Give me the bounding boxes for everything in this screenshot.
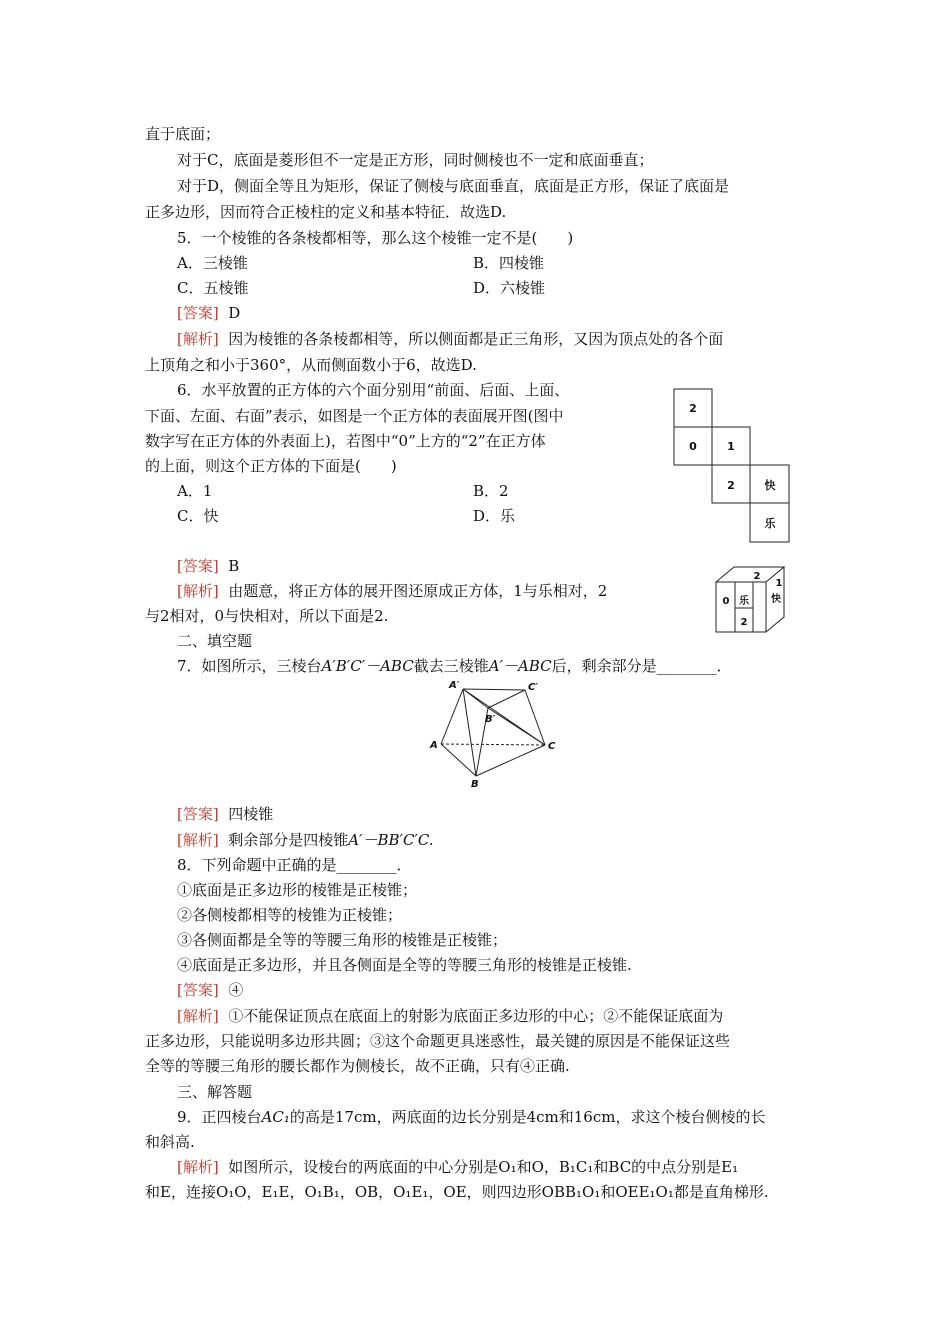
answer-line	[177, 804, 273, 824]
question-7-stem	[177, 656, 732, 676]
hidden-edge	[441, 744, 545, 745]
net-label: 1	[727, 440, 735, 453]
edge	[488, 708, 545, 745]
analysis-text: 剩余部分是四棱锥	[228, 831, 349, 849]
cube-label: 2	[753, 571, 761, 582]
answer-value: D	[228, 304, 241, 322]
analysis-tag: [解析]	[177, 1158, 219, 1176]
answer-value: B	[228, 557, 240, 575]
vertex-label: A′	[449, 680, 460, 691]
edge	[476, 745, 545, 776]
question-6-stem: 6．水平放置的正方体的六个面分别用“前面、后面、上面、	[177, 381, 570, 399]
answer-value: ④	[228, 981, 244, 999]
analysis-text: ①不能保证顶点在底面上的射影为底面正多边形的中心；②不能保证底面为	[228, 1007, 724, 1025]
cube-label: 快	[771, 594, 781, 605]
analysis-text: 由题意，将正方体的展开图还原成正方体，1与乐相对，2	[228, 582, 608, 600]
edge	[441, 689, 463, 744]
analysis-line	[177, 581, 607, 601]
question-8-stem: 8．下列命题中正确的是________．	[177, 856, 412, 874]
analysis-tag: [解析]	[177, 330, 219, 348]
vertex-label: C′	[528, 682, 538, 693]
analysis-line	[177, 1157, 738, 1177]
answer-tag: [答案]	[177, 557, 219, 575]
stem-text: 后，剩余部分是________．	[551, 657, 732, 675]
answer-line	[177, 980, 243, 1000]
answer-line	[177, 556, 239, 576]
list-item: ②各侧棱都相等的棱锥为正棱锥；	[177, 906, 403, 924]
cube-figure	[713, 564, 797, 636]
analysis-line: 上顶角之和小于360°，从而侧面数小于6，故选D.	[145, 356, 477, 374]
question-6-stem: 数字写在正方体的外表面上)，若图中“0”上方的“2”在正方体	[145, 432, 546, 450]
list-item: ③各侧面都是全等的等腰三角形的棱锥是正棱锥；	[177, 931, 508, 949]
analysis-tag: [解析]	[177, 1007, 219, 1025]
edge	[525, 690, 545, 745]
analysis-line: 全等的等腰三角形的腰长都作为侧棱长，故不正确，只有④正确.	[145, 1057, 570, 1075]
option-c: C．五棱锥	[177, 279, 249, 297]
net-label: 快	[764, 479, 776, 492]
math-expression: A′－BB′C′C.	[348, 831, 434, 849]
analysis-line	[177, 329, 723, 349]
analysis-line: 正多边形，只能说明多边形共圆；③这个命题更具迷惑性，最关键的原因是不能保证这些	[145, 1032, 731, 1050]
analysis-text: 如图所示，设棱台的两底面的中心分别是O₁和O，B₁C₁和BC的中点分别是E₁	[228, 1158, 739, 1176]
math-expression: A′－ABC	[488, 657, 552, 675]
stem-text: 截去三棱锥	[413, 657, 489, 675]
option-d: D．乐	[473, 507, 516, 525]
option-a: A．三棱锥	[177, 254, 248, 272]
net-label: 2	[727, 479, 735, 492]
net-label: 2	[689, 402, 697, 415]
option-d: D．六棱锥	[473, 279, 546, 297]
analysis-tag: [解析]	[177, 831, 219, 849]
answer-tag: [答案]	[177, 981, 219, 999]
text-line: 对于D，侧面全等且为矩形，保证了侧棱与底面垂直，底面是正方形，保证了底面是	[177, 177, 730, 195]
section-heading: 二、填空题	[177, 632, 253, 650]
answer-line	[177, 303, 240, 323]
answer-tag: [答案]	[177, 304, 219, 322]
vertex-label: C	[548, 741, 556, 752]
list-item: ①底面是正多边形的棱锥是正棱锥；	[177, 881, 418, 899]
analysis-tag: [解析]	[177, 582, 219, 600]
answer-tag: [答案]	[177, 805, 219, 823]
question-6-stem: 的上面，则这个正方体的下面是( )	[145, 457, 397, 475]
analysis-line	[177, 830, 434, 850]
option-c: C．快	[177, 507, 219, 525]
stem-text: 9．正四棱台	[177, 1108, 262, 1126]
analysis-line	[177, 1006, 723, 1026]
option-a: A．1	[177, 482, 213, 500]
edge	[488, 690, 525, 708]
option-b: B．四棱锥	[473, 254, 545, 272]
analysis-text: 因为棱锥的各条棱都相等，所以侧面都是正三角形，又因为顶点处的各个面	[228, 330, 724, 348]
vertex-label: B′	[485, 714, 496, 725]
net-label: 0	[689, 440, 697, 453]
question-6-stem: 下面、左面、右面”表示，如图是一个正方体的表面展开图(图中	[145, 407, 564, 425]
stem-text: 的高是17cm，两底面的边长分别是4cm和16cm，求这个棱台侧棱的长	[289, 1108, 766, 1126]
cube-label: 乐	[739, 596, 749, 607]
math-expression: A′B′C′－ABC	[321, 657, 414, 675]
list-item: ④底面是正多边形，并且各侧面是全等的等腰三角形的棱锥是正棱锥.	[177, 956, 632, 974]
cube-label: 2	[740, 617, 748, 628]
text-line: 直于底面；	[145, 125, 221, 143]
question-9-stem	[177, 1107, 765, 1127]
stem-text: 7．如图所示，三棱台	[177, 657, 322, 675]
vertex-label: A	[430, 740, 438, 751]
analysis-line: 与2相对，0与快相对，所以下面是2.	[145, 607, 389, 625]
answer-value: 四棱锥	[228, 805, 274, 823]
vertex-label: B	[471, 779, 479, 790]
cube-net-figure	[673, 388, 793, 544]
edge	[463, 689, 525, 690]
cube-label: 0	[722, 596, 730, 607]
math-expression: AC₁	[261, 1108, 290, 1126]
frustum-figure	[425, 678, 565, 790]
section-heading: 三、解答题	[177, 1083, 253, 1101]
edge	[441, 744, 476, 776]
option-b: B．2	[473, 482, 509, 500]
cube-label: 1	[775, 578, 783, 589]
cube-top-face	[716, 567, 784, 582]
net-label: 乐	[764, 517, 776, 530]
text-line: 对于C，底面是菱形但不一定是正方形，同时侧棱也不一定和底面垂直；	[177, 151, 654, 169]
analysis-line: 和E，连接O₁O，E₁E，O₁B₁，OB，O₁E₁，OE，则四边形OBB₁O₁和OEE₁O₁都是直角梯形.	[145, 1183, 769, 1201]
text-line: 正多边形，因而符合正棱柱的定义和基本特征．故选D.	[145, 203, 507, 221]
question-9-stem: 和斜高.	[145, 1133, 195, 1151]
question-5-stem: 5．一个棱锥的各条棱都相等，那么这个棱锥一定不是( )	[177, 229, 574, 247]
edge	[463, 689, 476, 776]
